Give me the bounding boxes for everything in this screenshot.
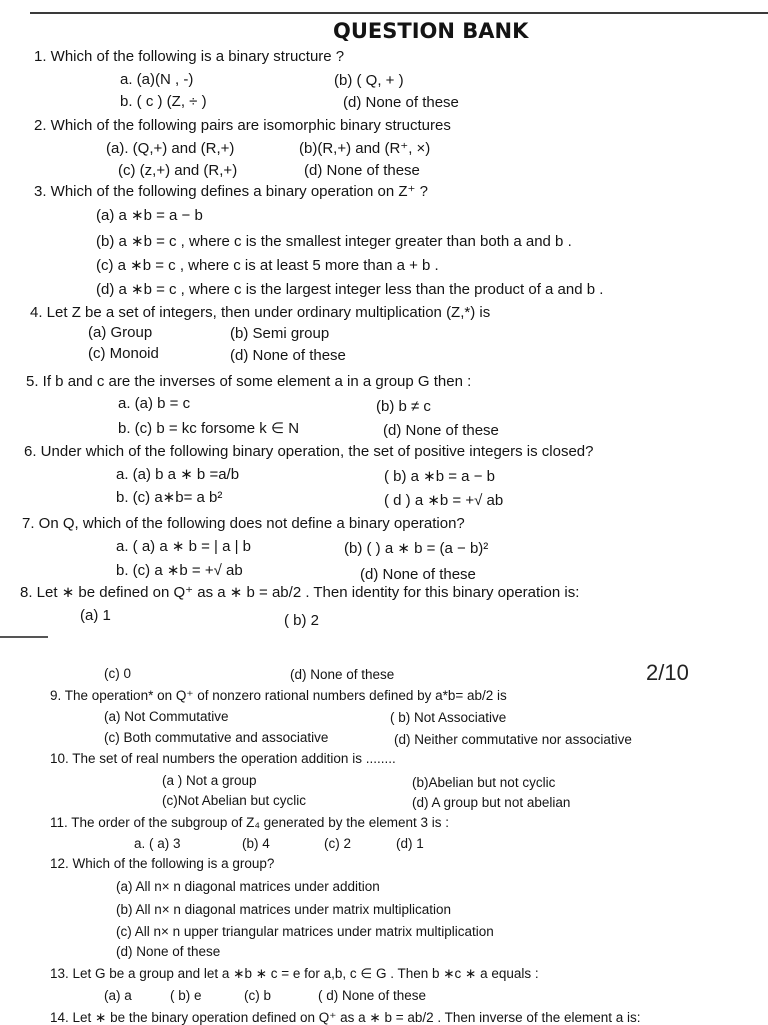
q3-option-b: (b) a ∗b = c , where c is the smallest integer greater than both a and b . — [96, 233, 572, 250]
q9-option-a: (a) Not Commutative — [104, 709, 229, 724]
q1-option-a: a. (a)(N , -) — [120, 71, 194, 88]
question-6: 6. Under which of the following binary operation, the set of positive integers is closed? — [24, 443, 594, 460]
q5-option-b: (b) b ≠ c — [376, 398, 431, 415]
question-4: 4. Let Z be a set of integers, then under ordinary multiplication (Z,*) is — [30, 304, 491, 321]
question-7: 7. On Q, which of the following does not define a binary operation? — [22, 515, 465, 532]
q9-option-b: ( b) Not Associative — [390, 710, 507, 725]
q3-option-d: (d) a ∗b = c , where c is the largest integer less than the product of a and b . — [96, 281, 604, 298]
q5-option-a: a. (a) b = c — [118, 395, 191, 412]
top-rule — [30, 12, 768, 14]
q7-option-c: b. (c) a ∗b = +√ ab — [116, 562, 243, 579]
q10-option-a: (a ) Not a group — [162, 773, 257, 788]
q7-option-b: (b) ( ) a ∗ b = (a − b)² — [344, 540, 489, 557]
q10-option-d: (d) A group but not abelian — [412, 795, 571, 810]
q8-option-b: ( b) 2 — [284, 612, 320, 629]
q13-option-a: (a) a — [104, 988, 132, 1003]
q13-option-b: ( b) e — [170, 988, 202, 1003]
q2-option-d: (d) None of these — [304, 162, 420, 179]
q1-option-d: (d) None of these — [343, 94, 459, 111]
question-9: 9. The operation* on Q⁺ of nonzero rational numbers defined by a*b= ab/2 is — [50, 688, 507, 703]
q5-option-c: b. (c) b = kc forsome k ∈ N — [118, 420, 300, 437]
q3-option-c: (c) a ∗b = c , where c is at least 5 more than a + b . — [96, 257, 439, 274]
q1-option-c: b. ( c ) (Z, ÷ ) — [120, 93, 207, 110]
q5-option-d: (d) None of these — [383, 422, 499, 439]
q2-option-b: (b)(R,+) and (R⁺, ×) — [299, 140, 431, 157]
question-2: 2. Which of the following pairs are isomorphic binary structures — [34, 117, 451, 134]
q6-option-b: ( b) a ∗b = a − b — [384, 468, 495, 485]
q6-option-a: a. (a) b a ∗ b =a/b — [116, 466, 240, 483]
q8-option-d: (d) None of these — [290, 667, 395, 682]
question-1: 1. Which of the following is a binary structure ? — [34, 48, 345, 65]
q12-option-c: (c) All n× n upper triangular matrices under matrix multiplication — [116, 924, 494, 939]
q13-option-c: (c) b — [244, 988, 271, 1003]
q9-option-c: (c) Both commutative and associative — [104, 730, 329, 745]
question-12: 12. Which of the following is a group? — [50, 856, 275, 871]
page-break-rule — [0, 636, 48, 638]
q4-option-d: (d) None of these — [230, 347, 346, 364]
q4-option-c: (c) Monoid — [88, 345, 159, 362]
q12-option-a: (a) All n× n diagonal matrices under addition — [116, 879, 380, 894]
question-14: 14. Let ∗ be the binary operation defined on Q⁺ as a ∗ b = ab/2 . Then inverse of the element a is: — [50, 1010, 641, 1025]
page-number: 2/10 — [646, 660, 689, 685]
q8-option-a: (a) 1 — [80, 607, 111, 624]
question-5: 5. If b and c are the inverses of some element a in a group G then : — [26, 373, 472, 390]
q2-option-a: (a). (Q,+) and (R,+) — [106, 140, 235, 157]
q9-option-d: (d) Neither commutative nor associative — [394, 732, 632, 747]
question-3: 3. Which of the following defines a binary operation on Z⁺ ? — [34, 183, 428, 200]
q7-option-d: (d) None of these — [360, 566, 476, 583]
q12-option-b: (b) All n× n diagonal matrices under matrix multiplication — [116, 902, 452, 917]
q10-option-b: (b)Abelian but not cyclic — [412, 775, 556, 790]
question-13: 13. Let G be a group and let a ∗b ∗ c = e for a,b, c ∈ G . Then b ∗c ∗ a equals : — [50, 966, 539, 981]
q12-option-d: (d) None of these — [116, 944, 221, 959]
q10-option-c: (c)Not Abelian but cyclic — [162, 793, 307, 808]
q6-option-c: b. (c) a∗b= a b² — [116, 489, 223, 506]
page-title: QUESTION BANK — [333, 19, 529, 43]
q2-option-c: (c) (z,+) and (R,+) — [118, 162, 238, 179]
q11-option-a: a. ( a) 3 — [134, 836, 181, 851]
question-8: 8. Let ∗ be defined on Q⁺ as a ∗ b = ab/2 . Then identity for this binary operation is: — [20, 584, 580, 601]
q4-option-b: (b) Semi group — [230, 325, 330, 342]
q7-option-a: a. ( a) a ∗ b = | a | b — [116, 538, 252, 555]
q1-option-b: (b) ( Q, + ) — [334, 72, 404, 89]
q6-option-d: ( d ) a ∗b = +√ ab — [384, 492, 504, 509]
question-11: 11. The order of the subgroup of Z₄ generated by the element 3 is : — [50, 815, 450, 830]
q3-option-a: (a) a ∗b = a − b — [96, 207, 203, 224]
question-10: 10. The set of real numbers the operation addition is ........ — [50, 751, 396, 766]
q4-option-a: (a) Group — [88, 324, 153, 341]
q11-option-d: (d) 1 — [396, 836, 424, 851]
q13-option-d: ( d) None of these — [318, 988, 427, 1003]
q11-option-b: (b) 4 — [242, 836, 270, 851]
q11-option-c: (c) 2 — [324, 836, 351, 851]
q8-option-c: (c) 0 — [104, 666, 131, 681]
